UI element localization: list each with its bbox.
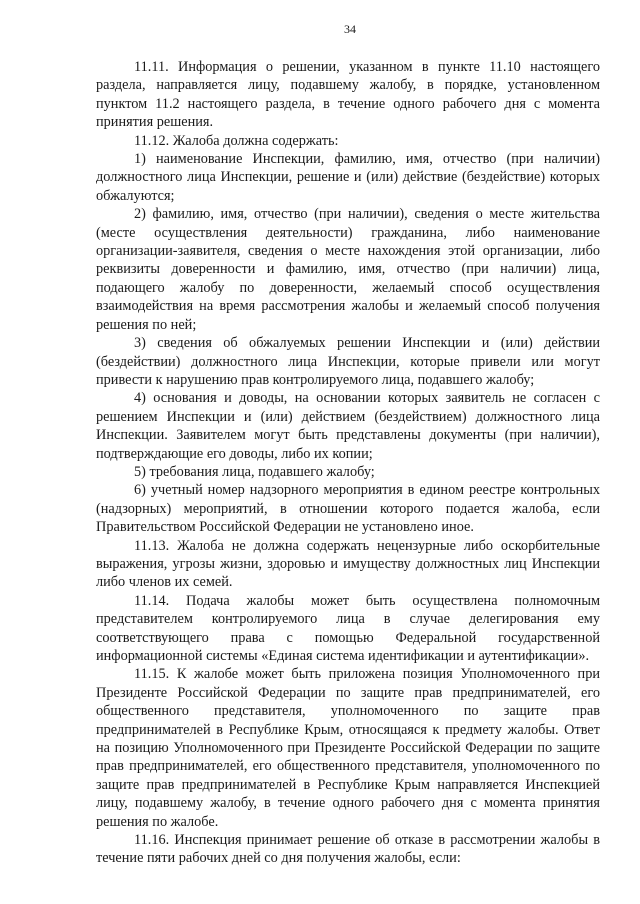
list-item-4: 4) основания и доводы, на основании которых заявитель не согласен с решением Инспекции и (или) действием (бездействием) должностного лица Инспекции. Заявителем могут быть представлены документы (при наличии), подтверждающие его доводы, либо их копии; xyxy=(96,390,600,462)
paragraph-11-13: 11.13. Жалоба не должна содержать нецензурные либо оскорбительные выражения, угрозы жизни, здоровью и имуществу должностных лиц Инспекции либо членов их семей. xyxy=(96,537,600,591)
paragraph-11-12: 11.12. Жалоба должна содержать: xyxy=(134,132,339,149)
list-item-2: 2) фамилию, имя, отчество (при наличии), сведения о месте жительства (месте осуществления деятельности) гражданина, либо наименование организации-заявителя, сведения о месте нахождения этой организации, либо реквизиты доверенности и фамилию, имя, отчество (при наличии) лица, подающего жалобу по доверенности, желаемый способ осуществления взаимодействия на время рассмотрения жалобы и желаемый способ получения решения по ней; xyxy=(96,206,600,333)
list-item-5: 5) требования лица, подавшего жалобу; xyxy=(134,463,375,480)
list-item-6: 6) учетный номер надзорного мероприятия в едином реестре контрольных (надзорных) мероприятий, в отношении которого подается жалоба, если Правительством Российской Федерации не установлено иное. xyxy=(96,482,600,536)
paragraph-11-16: 11.16. Инспекция принимает решение об отказе в рассмотрении жалобы в течение пяти рабочих дней со дня получения жалобы, если: xyxy=(96,832,600,867)
list-item-3: 3) сведения об обжалуемых решении Инспекции и (или) действии (бездействии) должностного лица Инспекции, которые привели или могут привести к нарушению прав контролируемого лица, подавшего жалобу; xyxy=(96,335,600,388)
list-item-1: 1) наименование Инспекции, фамилию, имя, отчество (при наличии) должностного лица Инспекции, решение и (или) действие (бездействие) которых обжалуются; xyxy=(96,151,600,204)
paragraph-11-14: 11.14. Подача жалобы может быть осуществлена полномочным представителем контролируемого лица в случае делегирования ему соответствующего права с помощью Федеральной государственной информационной системы «Единая система идентификации и аутентификации». xyxy=(96,592,600,664)
paragraph-11-15: 11.15. К жалобе может быть приложена позиция Уполномоченного при Президенте Российской Федерации по защите прав предпринимателей, его общественного представителя, уполномоченного по защите прав предпринимателей в Республике Крым, относящаяся к предмету жалобы. Ответ на позицию Уполномоченного при Президенте Российской Федерации по защите прав предпринимателей, его общественного представителя, уполномоченного по защите прав предпринимателей в Республике Крым направляется Инспекцией лицу, подавшему жалобу, в течение одного рабочего дня с момента принятия решения по жалобе. xyxy=(96,666,600,830)
page-number: 34 xyxy=(344,22,356,36)
paragraph-11-11: 11.11. Информация о решении, указанном в пункте 11.10 настоящего раздела, направляется лицу, подавшему жалобу, в порядке, установленном пунктом 11.2 настоящего раздела, в течение одного рабочего дня с момента принятия решения. xyxy=(96,59,600,131)
